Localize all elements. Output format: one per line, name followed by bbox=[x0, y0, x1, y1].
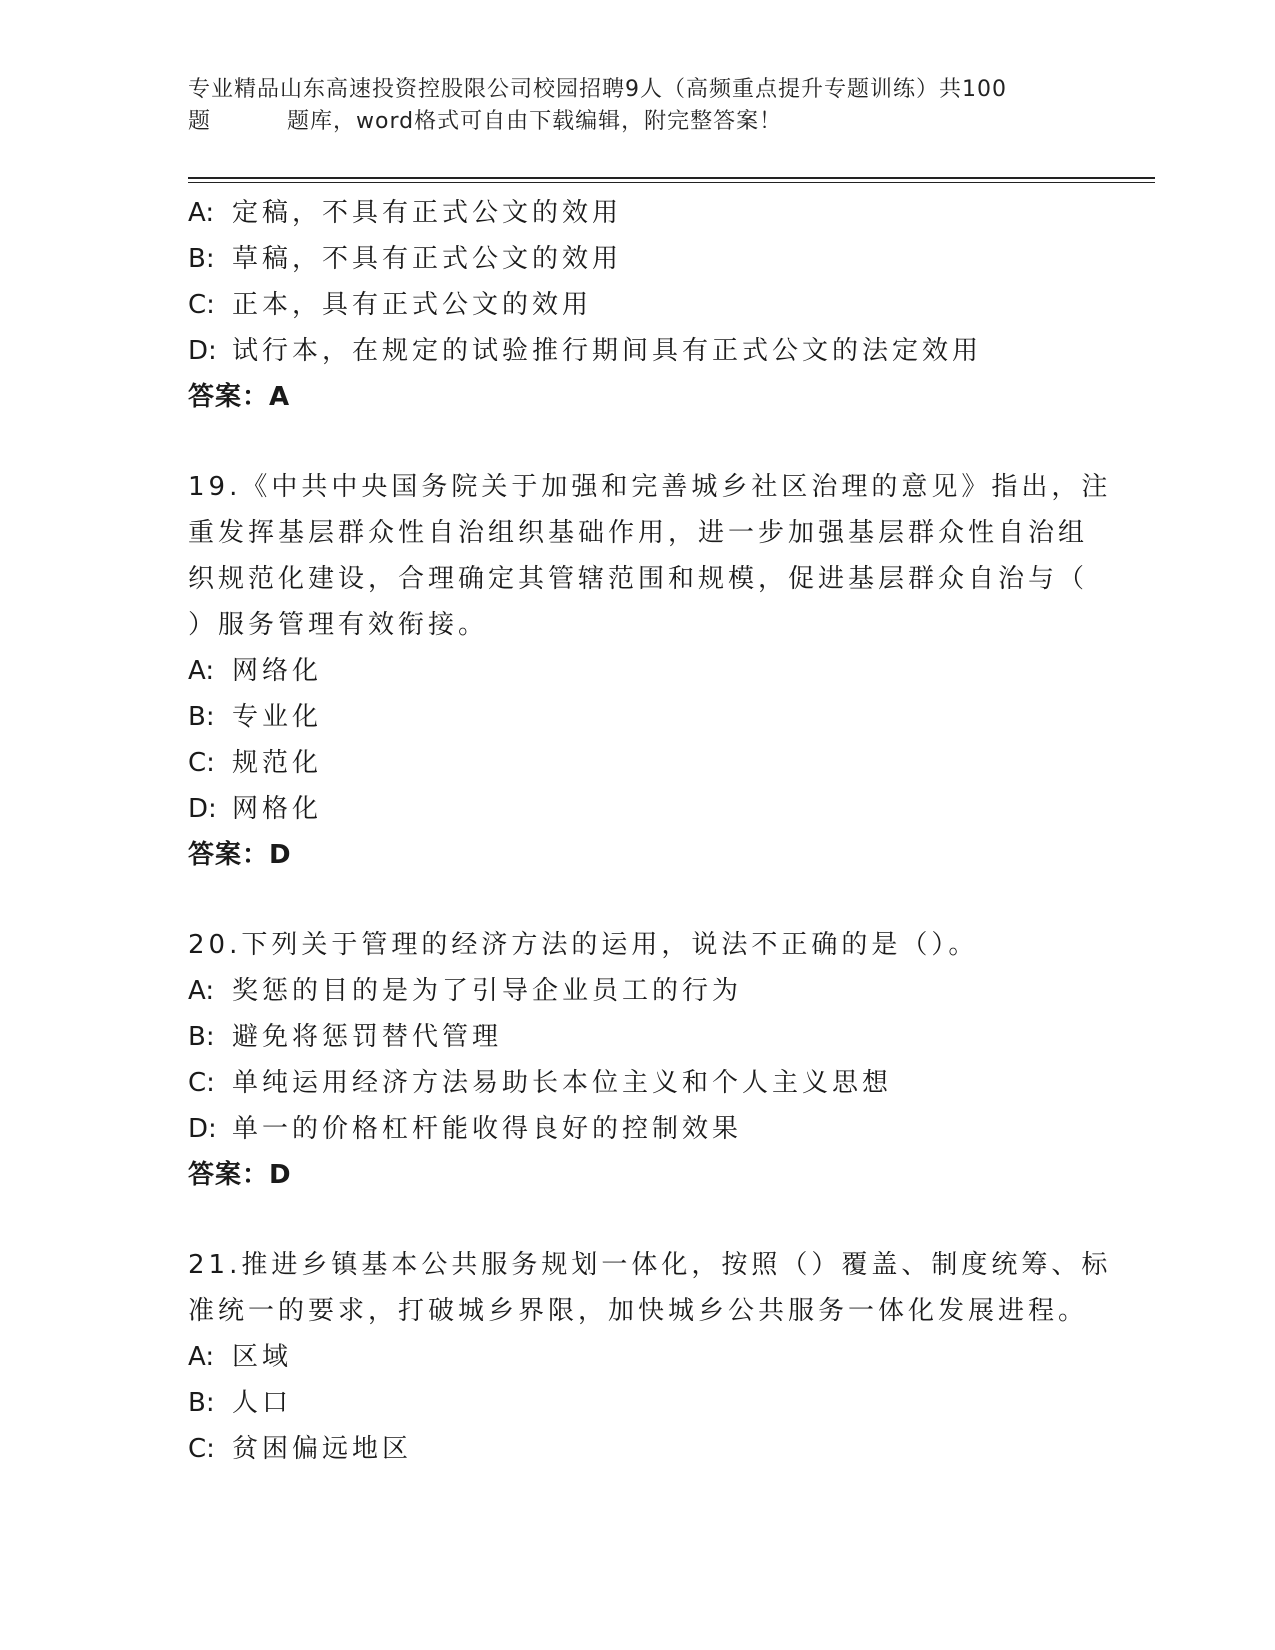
option-text: 草稿，不具有正式公文的效用 bbox=[232, 244, 623, 274]
option-key: B: bbox=[188, 1388, 215, 1418]
option-text: 定稿，不具有正式公文的效用 bbox=[232, 198, 623, 228]
option-a bbox=[188, 1334, 1088, 1380]
option-key: A: bbox=[188, 976, 215, 1006]
option-key: C: bbox=[188, 748, 215, 778]
option-text: 人口 bbox=[232, 1388, 293, 1418]
option-text: 区域 bbox=[232, 1342, 293, 1372]
answer-line: 答案：A bbox=[188, 382, 291, 412]
option-c bbox=[188, 1060, 1088, 1106]
question-21 bbox=[188, 1242, 1112, 1472]
option-a bbox=[188, 648, 1088, 694]
document-header bbox=[188, 74, 1088, 138]
option-key: B: bbox=[188, 244, 215, 274]
option-text: 网格化 bbox=[232, 794, 323, 824]
option-key: A: bbox=[188, 198, 215, 228]
option-a bbox=[188, 968, 1088, 1014]
option-a bbox=[188, 190, 1088, 236]
header-line-1: 专业精品山东高速投资控股限公司校园招聘9人（高频重点提升专题训练）共100 bbox=[188, 77, 1007, 102]
option-text: 避免将惩罚替代管理 bbox=[232, 1022, 503, 1052]
question-line: 织规范化建设，合理确定其管辖范围和规模，促进基层群众自治与（ bbox=[188, 564, 1089, 594]
option-key: B: bbox=[188, 1022, 215, 1052]
question-20 bbox=[188, 922, 1088, 1198]
option-d bbox=[188, 786, 1088, 832]
question-line: ）服务管理有效衔接。 bbox=[188, 610, 489, 640]
option-text: 规范化 bbox=[232, 748, 323, 778]
question-18-continued bbox=[188, 190, 1088, 420]
header-rule-thick bbox=[188, 177, 1155, 179]
header-rule-thin bbox=[188, 182, 1155, 183]
option-key: D: bbox=[188, 336, 217, 366]
option-text: 奖惩的目的是为了引导企业员工的行为 bbox=[232, 976, 743, 1006]
option-b bbox=[188, 694, 1088, 740]
question-text bbox=[188, 922, 1088, 968]
option-b bbox=[188, 1014, 1088, 1060]
option-b bbox=[188, 1380, 1088, 1426]
option-text: 单纯运用经济方法易助长本位主义和个人主义思想 bbox=[232, 1068, 893, 1098]
option-text: 单一的价格杠杆能收得良好的控制效果 bbox=[232, 1114, 743, 1144]
option-c bbox=[188, 740, 1088, 786]
question-text bbox=[188, 1242, 1112, 1334]
option-c bbox=[188, 282, 1088, 328]
option-text: 贫困偏远地区 bbox=[232, 1434, 413, 1464]
question-line: 准统一的要求，打破城乡界限，加快城乡公共服务一体化发展进程。 bbox=[188, 1296, 1089, 1326]
option-key: D: bbox=[188, 1114, 217, 1144]
option-d bbox=[188, 328, 1088, 374]
question-text bbox=[188, 464, 1112, 648]
option-text: 专业化 bbox=[232, 702, 323, 732]
option-key: B: bbox=[188, 702, 215, 732]
option-text: 网络化 bbox=[232, 656, 323, 686]
question-line: 20.下列关于管理的经济方法的运用，说法不正确的是（）。 bbox=[188, 930, 979, 960]
answer-line: 答案：D bbox=[188, 1160, 292, 1190]
option-text: 正本，具有正式公文的效用 bbox=[232, 290, 593, 320]
option-d bbox=[188, 1106, 1088, 1152]
option-b bbox=[188, 236, 1088, 282]
option-key: C: bbox=[188, 1068, 215, 1098]
option-text: 试行本，在规定的试验推行期间具有正式公文的法定效用 bbox=[232, 336, 983, 366]
question-19 bbox=[188, 464, 1112, 878]
option-key: C: bbox=[188, 290, 215, 320]
option-c bbox=[188, 1426, 1088, 1472]
document-body bbox=[188, 190, 1112, 1472]
header-line-2-start: 题 bbox=[188, 109, 212, 134]
option-key: A: bbox=[188, 656, 215, 686]
option-key: C: bbox=[188, 1434, 215, 1464]
question-line: 21.推进乡镇基本公共服务规划一体化，按照（）覆盖、制度统筹、标 bbox=[188, 1250, 1112, 1280]
option-key: D: bbox=[188, 794, 217, 824]
answer-line: 答案：D bbox=[188, 840, 292, 870]
question-line: 重发挥基层群众性自治组织基础作用，进一步加强基层群众性自治组 bbox=[188, 518, 1089, 548]
header-line-2 bbox=[188, 106, 1088, 138]
question-line: 19.《中共中央国务院关于加强和完善城乡社区治理的意见》指出，注 bbox=[188, 472, 1112, 502]
option-key: A: bbox=[188, 1342, 215, 1372]
header-line-2-end: 题库，word格式可自由下载编辑，附完整答案！ bbox=[287, 109, 783, 134]
